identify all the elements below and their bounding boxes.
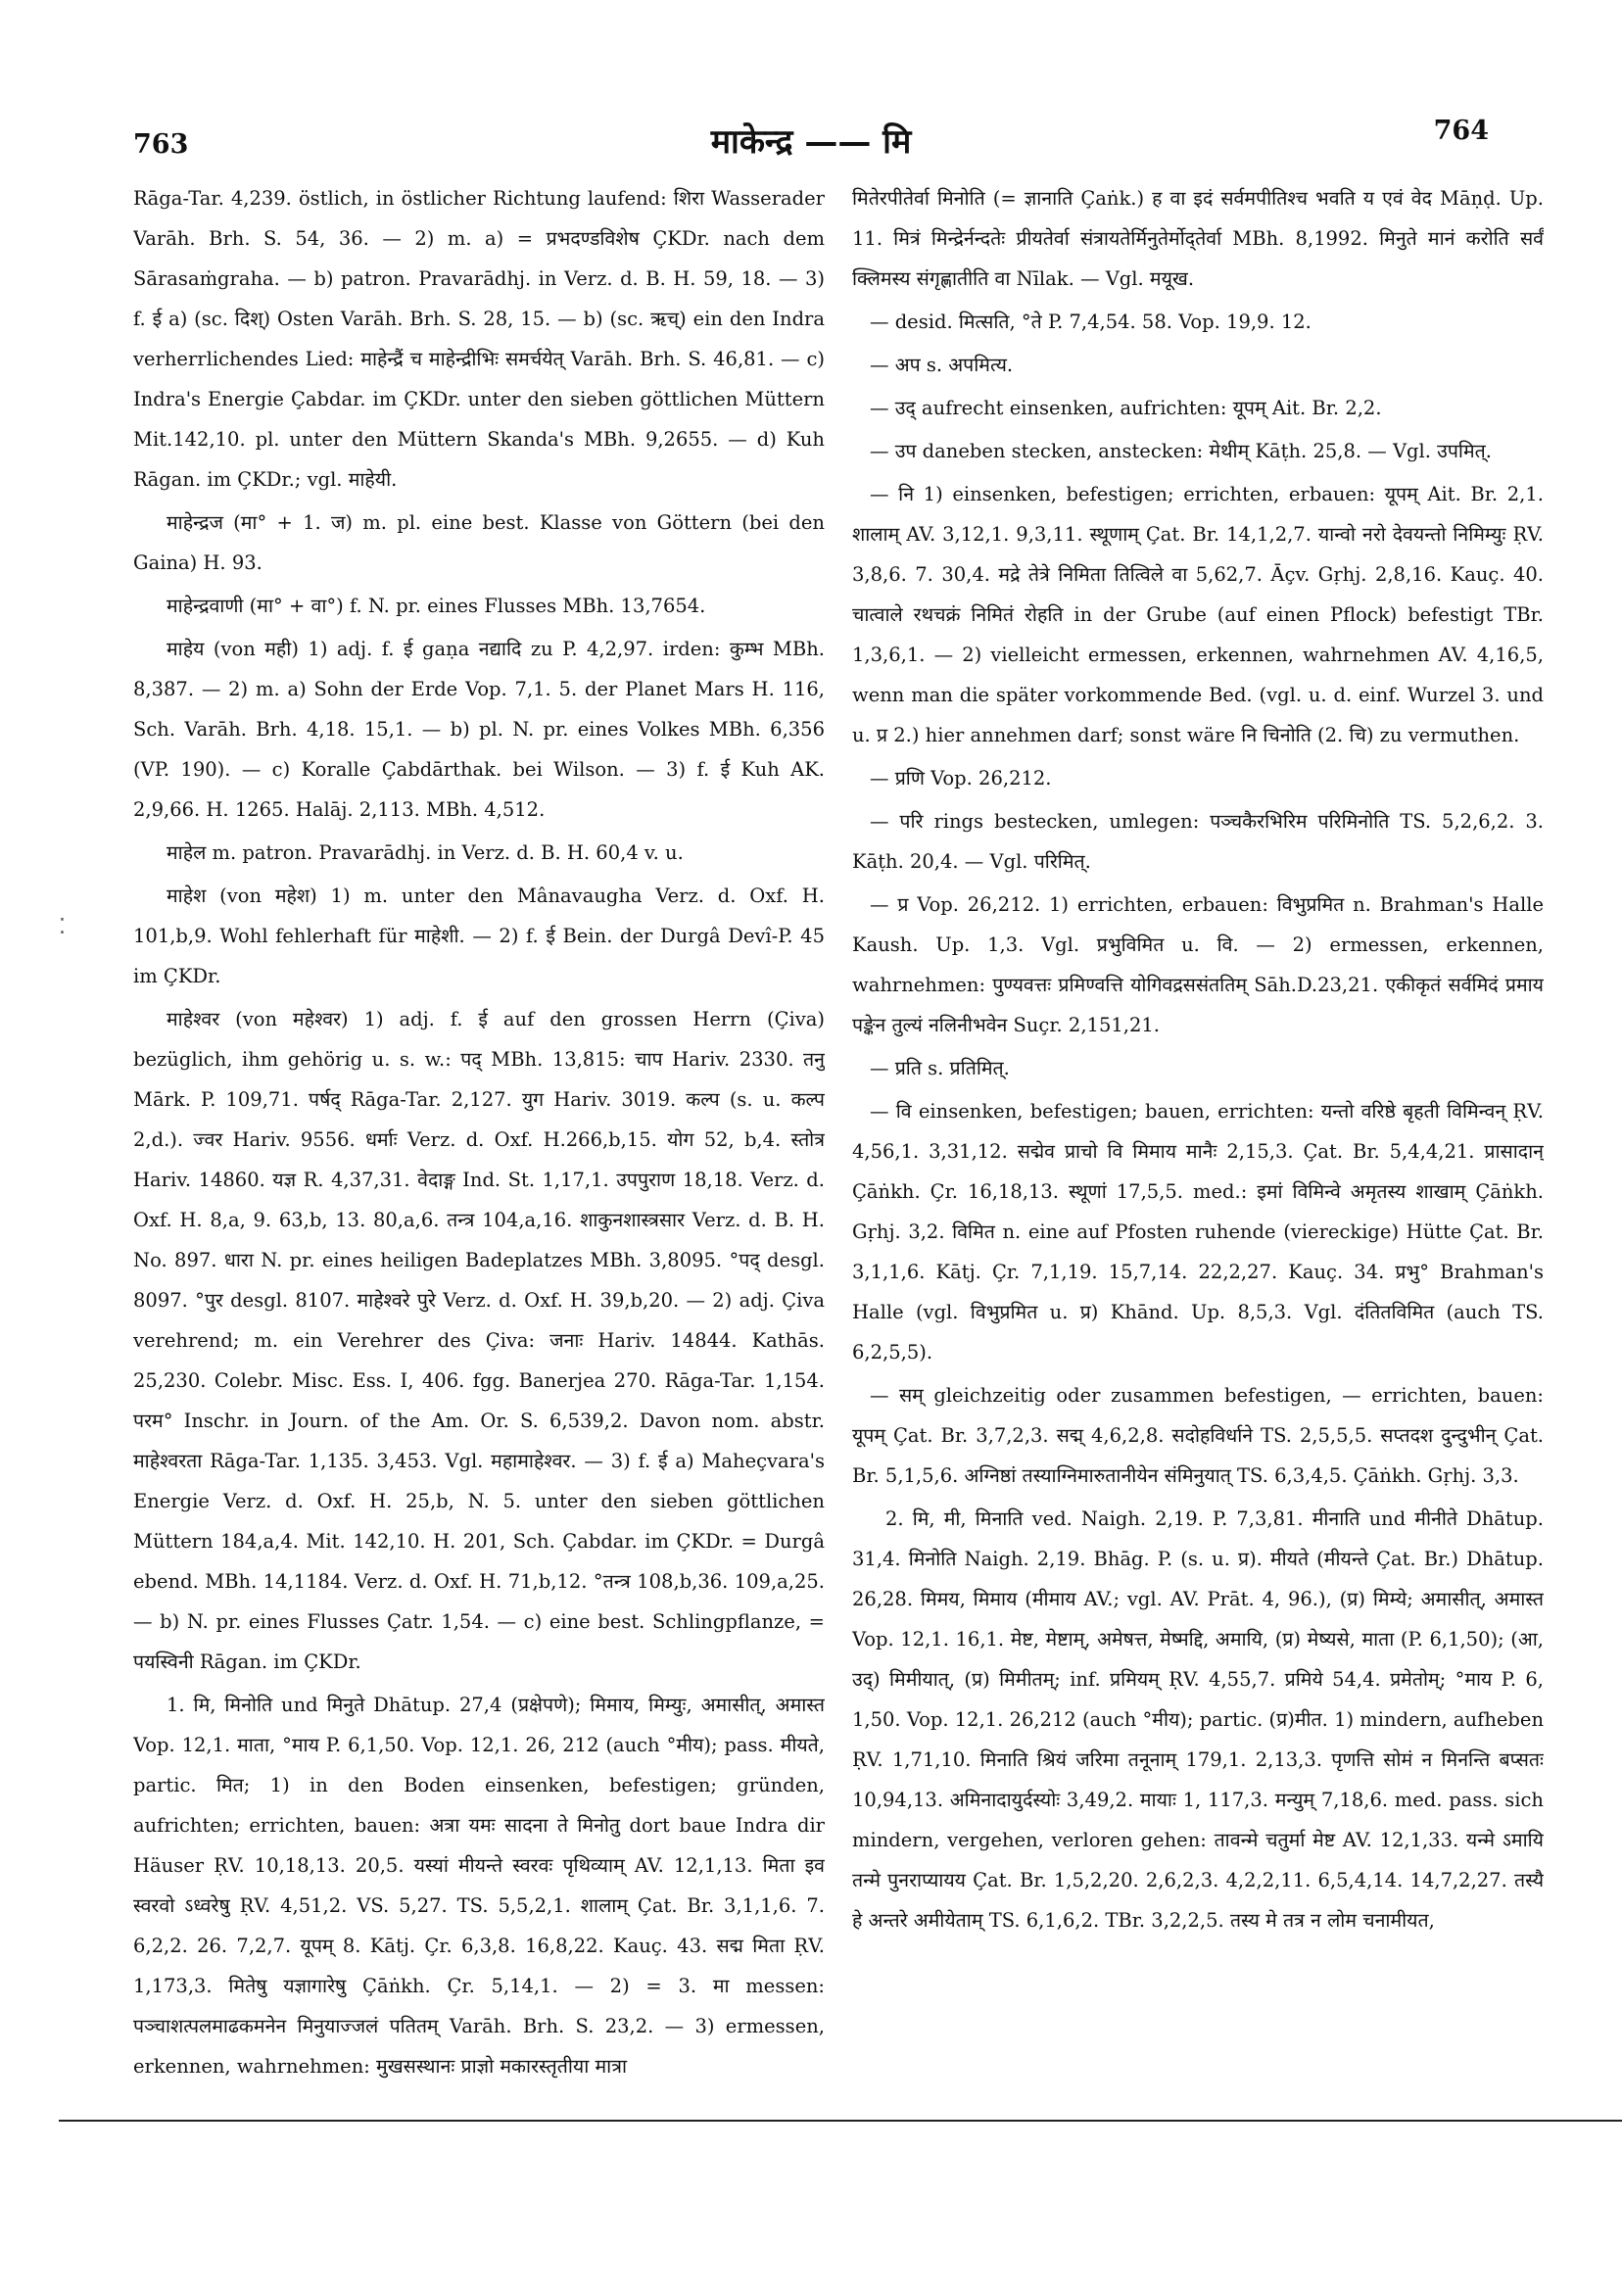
- subentry-ni: — नि 1) einsenken, befestigen; errichten, erbauen: यूपम् Ait. Br. 2,1. शालाम् AV. 3,12,1. 9,3,11. स्थूणाम् Çat. Br. 14,1,2,7. यान्वो नरो देवयन्तो निमिम्युः ṚV. 3,8,6. 7. 30,4. मद्रे तेत्रे निमिता तित्विले वा 5,62,7. Āçv. Gṛhj. 2,8,16. Kauç. 40. चात्वाले रथचक्रं निमितं रोहति in der Grube (auf einen Pflock) befestigt TBr. 1,3,6,1. — 2) vielleicht ermessen, erkennen, wahrnehmen AV. 4,16,5, wenn man die später vorkommende Bed. (vgl. u. d. einf. Wurzel 3. und u. प्र 2.) hier annehmen darf; sonst wäre नि चिनोति (2. चि) zu vermuthen.: [852, 483, 1544, 746]
- subentry-upa: — उप daneben stecken, anstecken: मेथीम् Kāṭh. 25,8. — Vgl. उपमित्.: [870, 440, 1492, 462]
- entry-maheya: माहेय (von मही) 1) adj. f. ई gaṇa नद्यादि zu P. 4,2,97. irden: कुम्भ MBh. 8,387. — 2) m. a) Sohn der Erde Vop. 7,1. 5. der Planet Mars H. 116, Sch. Varāh. Brh. 4,18. 15,1. — b) pl. N. pr. eines Volkes MBh. 6,356 (VP. 190). — c) Koralle Çabdārthak. bei Wilson. — 3) f. ई Kuh AK. 2,9,66. H. 1265. Halāj. 2,113. MBh. 4,512.: [133, 638, 825, 821]
- running-title: माकेन्द्र —— मि: [710, 122, 912, 162]
- entry-continuation-right: मितेरपीतेर्वा मिनोति (= ज्ञानाति Çaṅk.) ह वा इदं सर्वमपीतिश्च भवति य एवं वेद Māṇḍ. Up. 11. मित्रं मिन्द्रेर्नन्दतेः प्रीयतेर्वा संत्रायतेर्मिनुतेर्मोद्तेर्वा MBh. 8,1992. मिनुते मानं करोति सर्वं क्लिमस्य संगृह्णातीति वा Nīlak. — Vgl. मयूख.: [852, 187, 1544, 290]
- subentry-desid: — desid. मित्सति, °ते P. 7,4,54. 58. Vop. 19,9. 12.: [870, 311, 1312, 333]
- subentry-apa: — अप s. अपमित्य.: [870, 354, 1014, 376]
- bottom-rule: [59, 2120, 1622, 2122]
- entry-mi-1: 1. मि, मिनोति und मिनुते Dhātup. 27,4 (प्रक्षेपणे); मिमाय, मिम्युः, अमासीत्, अमास्त Vop. 12,1. माता, °माय P. 6,1,50. Vop. 12,1. 26, 212 (auch °मीय); pass. मीयते, partic. मित; 1) in den Boden einsenken, befestigen; gründen, aufrichten; errichten, bauen: अत्रा यमः सादना ते मिनोतु dort baue Indra dir Häuser ṚV. 10,18,13. 20,5. यस्यां मीयन्ते स्वरवः पृथिव्याम् AV. 12,1,13. मिता इव स्वरवो ऽध्वरेषु ṚV. 4,51,2. VS. 5,27. TS. 5,5,2,1. शालाम् Çat. Br. 3,1,1,6. 7. 6,2,2. 26. 7,2,7. यूपम् 8. Kātj. Çr. 6,3,8. 16,8,22. Kauç. 43. सद्म मिता ṚV. 1,173,3. मितेषु यज्ञागारेषु Çāṅkh. Çr. 5,14,1. — 2) = 3. मा messen: पञ्चाशत्पलमाढकमनेन मिनुयाज्जलं पतितम् Varāh. Brh. S. 23,2. — 3) ermessen, erkennen, wahrnehmen: मुखसस्थानः प्राज्ञो मकारस्तृतीया मात्रा: [133, 1694, 825, 2078]
- subentry-pra: — प्र Vop. 26,212. 1) errichten, erbauen: विभुप्रमित n. Brahman's Halle Kaush. Up. 1,3. Vgl. प्रभुविमित u. वि. — 2) ermessen, erkennen, wahrnehmen: पुण्यवत्तः प्रमिण्वत्ति योगिवद्रससंततिम् Sāh.D.23,21. एकीकृतं सर्वमिदं प्रमाय पङ्केन तुल्यं नलिनीभवेन Suçr. 2,151,21.: [852, 893, 1544, 1036]
- entry-mahendravani: माहेन्द्रवाणी (मा° + वा°) f. N. pr. eines Flusses MBh. 13,7654.: [167, 595, 706, 617]
- margin-mark: ⁚: [59, 915, 66, 939]
- subentry-vi: — वि einsenken, befestigen; bauen, errichten: यन्तो वरिष्ठे बृहती विमिन्वन् ṚV. 4,56,1. 3,31,12. सद्मेव प्राचो वि मिमाय मानैः 2,15,3. Çat. Br. 5,4,4,21. प्रासादान् Çāṅkh. Çr. 16,18,13. स्थूणां 17,5,5. med.: इमां विमिन्वे अमृतस्य शाखाम् Çāṅkh. Gṛhj. 3,2. विमित n. eine auf Pfosten ruhende (viereckige) Hütte Çat. Br. 3,1,1,6. Kātj. Çr. 7,1,19. 15,7,14. 22,2,27. Kauç. 34. प्रभु° Brahman's Halle (vgl. विभुप्रमित u. प्र) Khānd. Up. 8,5,3. Vgl. दंतितविमित (auch TS. 6,2,5,5).: [852, 1100, 1544, 1363]
- subentry-ud: — उद् aufrecht einsenken, aufrichten: यूपम् Ait. Br. 2,2.: [870, 397, 1382, 419]
- entry-maheshvara: माहेश्वर (von महेश्वर) 1) adj. f. ई auf den grossen Herrn (Çiva) bezüglich, ihm gehörig u. s. w.: पद् MBh. 13,815: चाप Hariv. 2330. तनु Mārk. P. 109,71. पर्षद् Rāga-Tar. 2,127. युग Hariv. 3019. कल्प (s. u. कल्प 2,d.). ज्वर Hariv. 9556. धर्माः Verz. d. Oxf. H.266,b,15. योग 52, b,4. स्तोत्र Hariv. 14860. यज्ञ R. 4,37,31. वेदाङ्ग Ind. St. 1,17,1. उपपुराण 18,18. Verz. d. Oxf. H. 8,a, 9. 63,b, 13. 80,a,6. तन्त्र 104,a,16. शाकुनशास्त्रसार Verz. d. B. H. No. 897. धारा N. pr. eines heiligen Badeplatzes MBh. 3,8095. °पद् desgl. 8097. °पुर desgl. 8107. माहेश्वरे पुरे Verz. d. Oxf. H. 39,b,20. — 2) adj. Çiva verehrend; m. ein Verehrer des Çiva: जनाः Hariv. 14844. Kathās. 25,230. Colebr. Misc. Ess. I, 406. fgg. Banerjea 270. Rāga-Tar. 1,154. परम° Inschr. in Journ. of the Am. Or. S. 6,539,2. Davon nom. abstr. माहेश्वरता Rāga-Tar. 1,135. 3,453. Vgl. महामाहेश्वर. — 3) f. ई a) Maheçvara's Energie Verz. d. Oxf. H. 25,b, N. 5. unter den sieben göttlichen Müttern 184,a,4. Mit. 142,10. H. 201, Sch. Çabdar. im ÇKDr. = Durgâ ebend. MBh. 14,1184. Verz. d. Oxf. H. 71,b,12. °तन्त्र 108,b,36. 109,a,25. — b) N. pr. eines Flusses Çatr. 1,54. — c) eine best. Schlingpflanze, = पयस्विनी Rāgan. im ÇKDr.: [133, 1008, 825, 1673]
- entry-continuation: Rāga-Tar. 4,239. östlich, in östlicher Richtung laufend: शिरा Wasserader Varāh. Brh. S. 54, 36. — 2) m. a) = प्रभदण्डविशेष ÇKDr. nach dem Sārasaṁgraha. — b) patron. Pravarādhj. in Verz. d. B. H. 59, 18. — 3) f. ई a) (sc. दिश्) Osten Varāh. Brh. S. 28, 15. — b) (sc. ऋच्) ein den Indra verherrlichendes Lied: माहेन्द्रैं च माहेन्द्रीभिः समर्चयेत् Varāh. Brh. S. 46,81. — c) Indra's Energie Çabdar. im ÇKDr. unter den sieben göttlichen Müttern Mit.142,10. pl. unter den Müttern Skanda's MBh. 9,2655. — d) Kuh Rāgan. im ÇKDr.; vgl. माहेयी.: [133, 187, 825, 491]
- right-column: [852, 178, 1544, 2088]
- entry-mahela: माहेल m. patron. Pravarādhj. in Verz. d. B. H. 60,4 v. u.: [167, 841, 684, 864]
- entry-mi-2: 2. मि, मी, मिनाति ved. Naigh. 2,19. P. 7,3,81. मीनाति und मीनीते Dhātup. 31,4. मिनोति Naigh. 2,19. Bhāg. P. (s. u. प्र). मीयते (मीयन्ते Çat. Br.) Dhātup. 26,28. मिमय, मिमाय (मीमाय AV.; vgl. AV. Prāt. 4, 96.), (प्र) मिम्ये; अमासीत्, अमास्त Vop. 12,1. 16,1. मेष्ट, मेष्टाम्, अमेषत्त, मेष्मद्दि, अमायि, (प्र) मेष्यसे, माता (P. 6,1,50); (आ, उद्) मिमीयात्, (प्र) मिमीतम्; inf. प्रमियम् ṚV. 4,55,7. प्रमिये 54,4. प्रमेतोम्; °माय P. 6, 1,50. Vop. 12,1. 26,212 (auch °मीय); partic. (प्र)मीत. 1) mindern, aufheben ṚV. 1,71,10. मिनाति श्रियं जरिमा तनूनाम् 179,1. 2,13,3. पृणत्ति सोमं न मिनन्ति बप्सतः 10,94,13. अमिनादायुर्दस्योः 3,49,2. मायाः 1, 117,3. मन्युम् 7,18,6. med. pass. sich mindern, vergehen, verloren gehen: तावन्मे चतुर्मा मेष्ट AV. 12,1,33. यन्मे ऽमायि तन्मे पुनराप्यायय Çat. Br. 1,5,2,20. 2,6,2,3. 4,2,2,11. 6,5,4,14. 14,7,2,27. तस्यै हे अन्तरे अमीयेताम् TS. 6,1,6,2. TBr. 3,2,2,5. तस्य मे तत्र न लोम चनामीयत,: [852, 1507, 1544, 1932]
- subentry-sam: — सम् gleichzeitig oder zusammen befestigen, — errichten, bauen: यूपम् Çat. Br. 3,7,2,3. सद्म् 4,6,2,8. सदोहविर्धाने TS. 2,5,5,5. सप्तदश दुन्दुभीन् Çat. Br. 5,1,5,6. अग्निष्ठां तस्याग्निमारुतानीयेन संमिनुयात् TS. 6,3,4,5. Çāṅkh. Gṛhj. 3,3.: [852, 1384, 1544, 1487]
- subentry-prani: — प्रणि Vop. 26,212.: [870, 767, 1052, 789]
- entry-mahendraja: माहेन्द्रज (मा° + 1. ज) m. pl. eine best. Klasse von Göttern (bei den Gaina) H. 93.: [133, 511, 825, 574]
- page-number-left: 763: [133, 129, 189, 160]
- left-column: [133, 178, 825, 2088]
- entry-mahesha: माहेश (von महेश) 1) m. unter den Mânavaugha Verz. d. Oxf. H. 101,b,9. Wohl fehlerhaft für माहेशी. — 2) f. ई Bein. der Durgâ Devî-P. 45 im ÇKDr.: [133, 885, 825, 987]
- page-number-right: 764: [1433, 116, 1489, 146]
- subentry-prati: — प्रति s. प्रतिमित्.: [870, 1057, 1010, 1079]
- subentry-pari: — परि rings bestecken, umlegen: पञ्चकैरभिरिम परिमिनोति TS. 5,2,6,2. 3. Kāṭh. 20,4. — Vgl. परिमित्.: [852, 810, 1544, 873]
- page-header: [133, 116, 1489, 165]
